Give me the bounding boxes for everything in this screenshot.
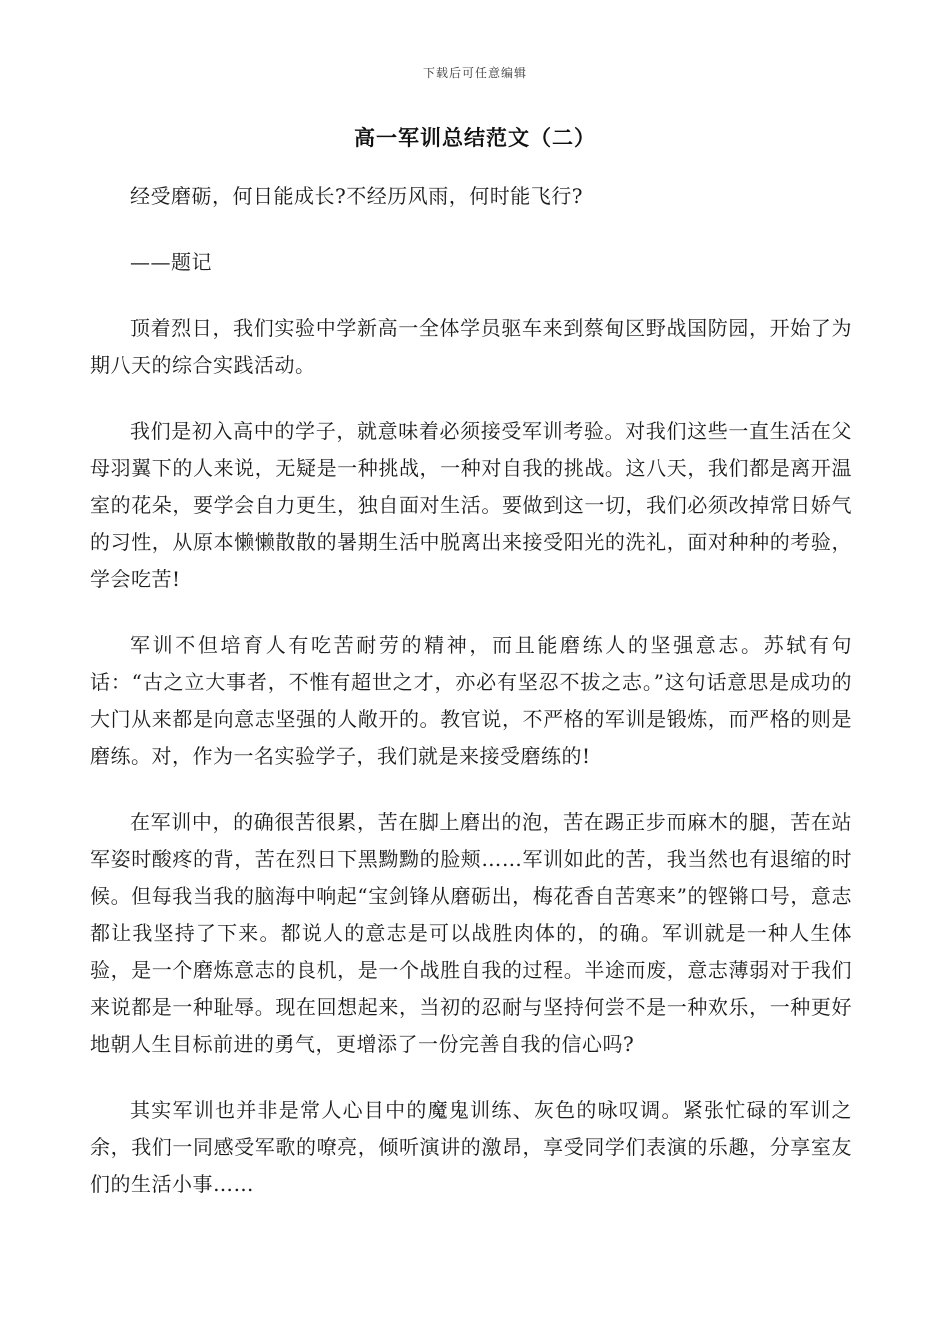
header-note: 下载后可任意编辑: [422, 66, 527, 80]
paragraph-epigraph-attribution: ——题记: [130, 250, 212, 274]
document-title: 高一军训总结范文（二）: [354, 125, 596, 150]
document-body: [90, 178, 852, 1232]
paragraph: 在军训中，的确很苦很累，苦在脚上磨出的泡，苦在踢正步而麻木的腿，苦在站军姿时酸疼的背，苦在烈日下黑黝黝的脸颊……军训如此的苦，我当然也有退缩的时候。但每我当我的脑海中响起“宝剑锋从磨砺出，梅花香自苦寒来”的铿锵口号，意志都让我坚持了下来。都说人的意志是可以战胜肉体的，的确。军训就是一种人生体验，是一个磨炼意志的良机，是一个战胜自我的过程。半途而废，意志薄弱对于我们来说都是一种耻辱。现在回想起来，当初的忍耐与坚持何尝不是一种欢乐，一种更好地朝人生目标前进的勇气，更增添了一份完善自我的信心吗?: [90, 810, 852, 1056]
paragraph: 顶着烈日，我们实验中学新高一全体学员驱车来到蔡甸区野战国防园，开始了为期八天的综合实践活动。: [90, 316, 852, 377]
paragraph: 军训不但培育人有吃苦耐劳的精神，而且能磨练人的坚强意志。苏轼有句话：“古之立大事者，不惟有超世之才，亦必有坚忍不拔之志。”这句话意思是成功的大门从来都是向意志坚强的人敞开的。教官说，不严格的军训是锻炼，而严格的则是磨练。对，作为一名实验学子，我们就是来接受磨练的!: [90, 633, 852, 768]
paragraph: 其实军训也并非是常人心目中的魔鬼训练、灰色的咏叹调。紧张忙碌的军训之余，我们一同感受军歌的嘹亮，倾听演讲的激昂，享受同学们表演的乐趣，分享室友们的生活小事……: [90, 1098, 852, 1196]
paragraph: 我们是初入高中的学子，就意味着必须接受军训考验。对我们这些一直生活在父母羽翼下的人来说，无疑是一种挑战，一种对自我的挑战。这八天，我们都是离开温室的花朵，要学会自力更生，独自面对生活。要做到这一切，我们必须改掉常日娇气的习性，从原本懒懒散散的暑期生活中脱离出来接受阳光的洗礼，面对种种的考验，学会吃苦!: [90, 419, 852, 591]
paragraph-epigraph: 经受磨砺，何日能成长?不经历风雨，何时能飞行?: [130, 184, 583, 208]
